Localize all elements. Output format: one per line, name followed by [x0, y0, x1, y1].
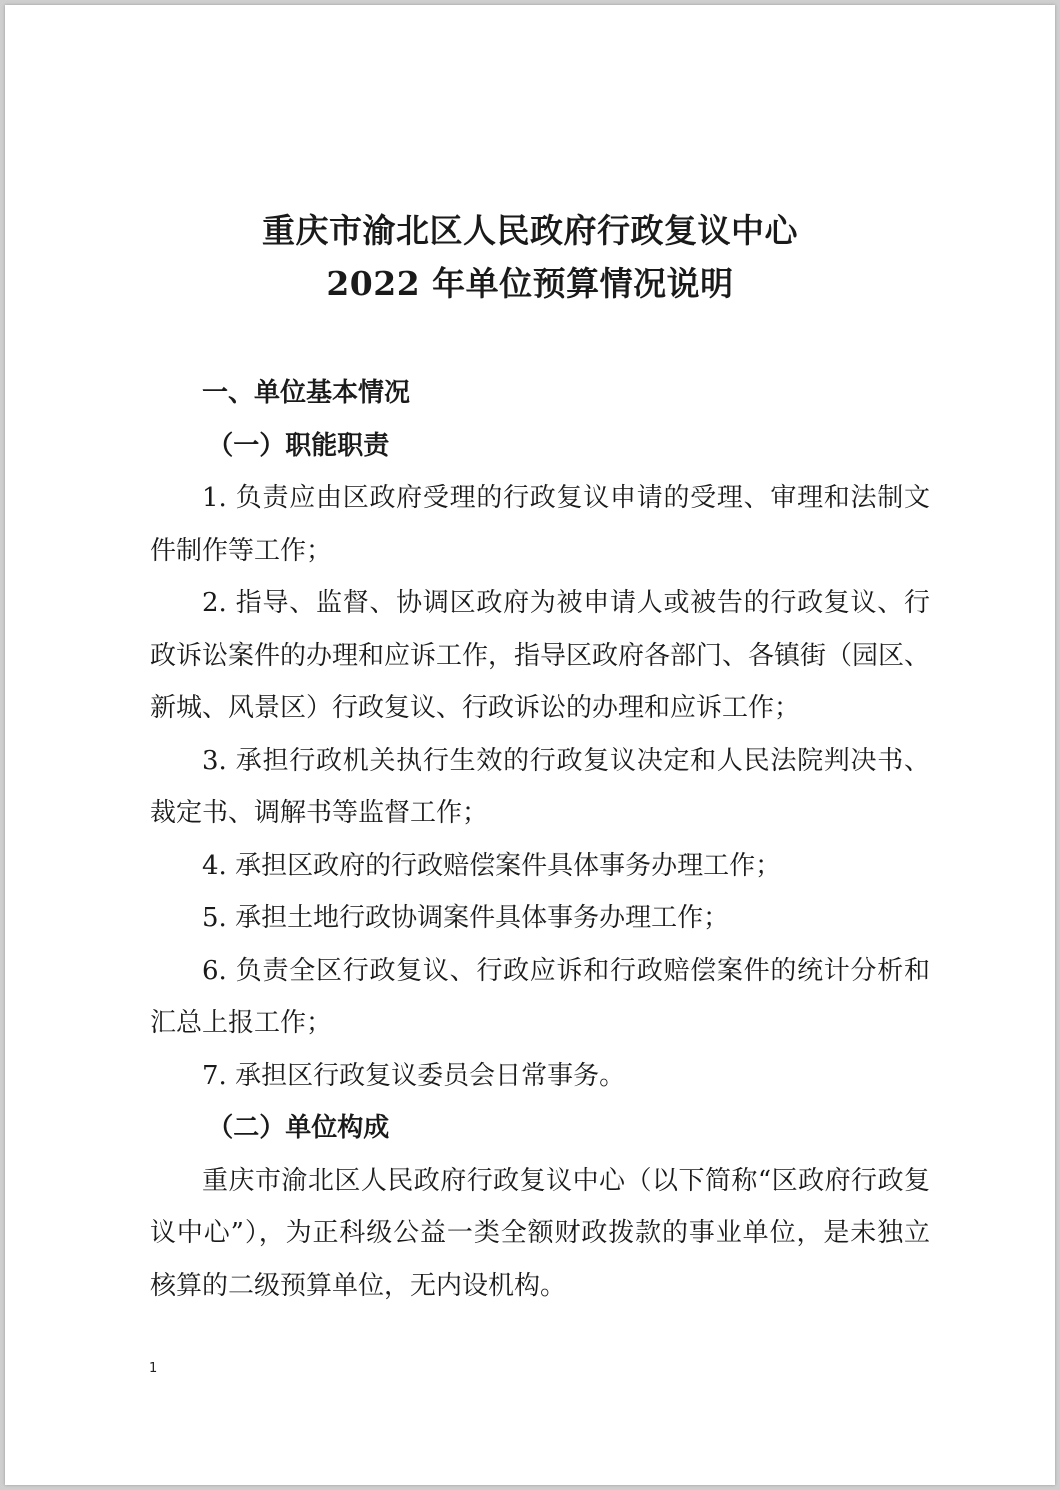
- page-number: 1: [149, 1361, 158, 1376]
- composition-paragraph: 重庆市渝北区人民政府行政复议中心（以下简称“区政府行政复议中心”），为正科级公益一类全额财政拨款的事业单位，是未独立核算的二级预算单位，无内设机构。: [150, 1165, 930, 1301]
- subsection-heading-duties: （一）职能职责: [207, 430, 390, 461]
- document-title-line2: 2022 年单位预算情况说明: [326, 264, 734, 303]
- duty-item-1: 1. 负责应由区政府受理的行政复议申请的受理、审理和法制文件制作等工作；: [150, 483, 930, 566]
- duty-item-6: 6. 负责全区行政复议、行政应诉和行政赔偿案件的统计分析和汇总上报工作；: [150, 955, 930, 1038]
- duty-item-2: 2. 指导、监督、协调区政府为被申请人或被告的行政复议、行政诉讼案件的办理和应诉工作，指导区政府各部门、各镇街（园区、新城、风景区）行政复议、行政诉讼的办理和应诉工作；: [150, 588, 931, 723]
- duty-item-4: 4. 承担区政府的行政赔偿案件具体事务办理工作；: [202, 850, 782, 881]
- subsection-heading-composition: （二）单位构成: [207, 1113, 390, 1143]
- document-body: [150, 367, 930, 1312]
- duty-item-5: 5. 承担土地行政协调案件具体事务办理工作；: [202, 903, 730, 933]
- section-heading-basic-info: 一、单位基本情况: [202, 378, 411, 408]
- duty-item-3: 3. 承担行政机关执行生效的行政复议决定和人民法院判决书、裁定书、调解书等监督工作；: [150, 745, 930, 828]
- document-title-line1: 重庆市渝北区人民政府行政复议中心: [262, 211, 798, 250]
- document-page: [5, 5, 1055, 1485]
- duty-item-7: 7. 承担区行政复议委员会日常事务。: [202, 1060, 626, 1091]
